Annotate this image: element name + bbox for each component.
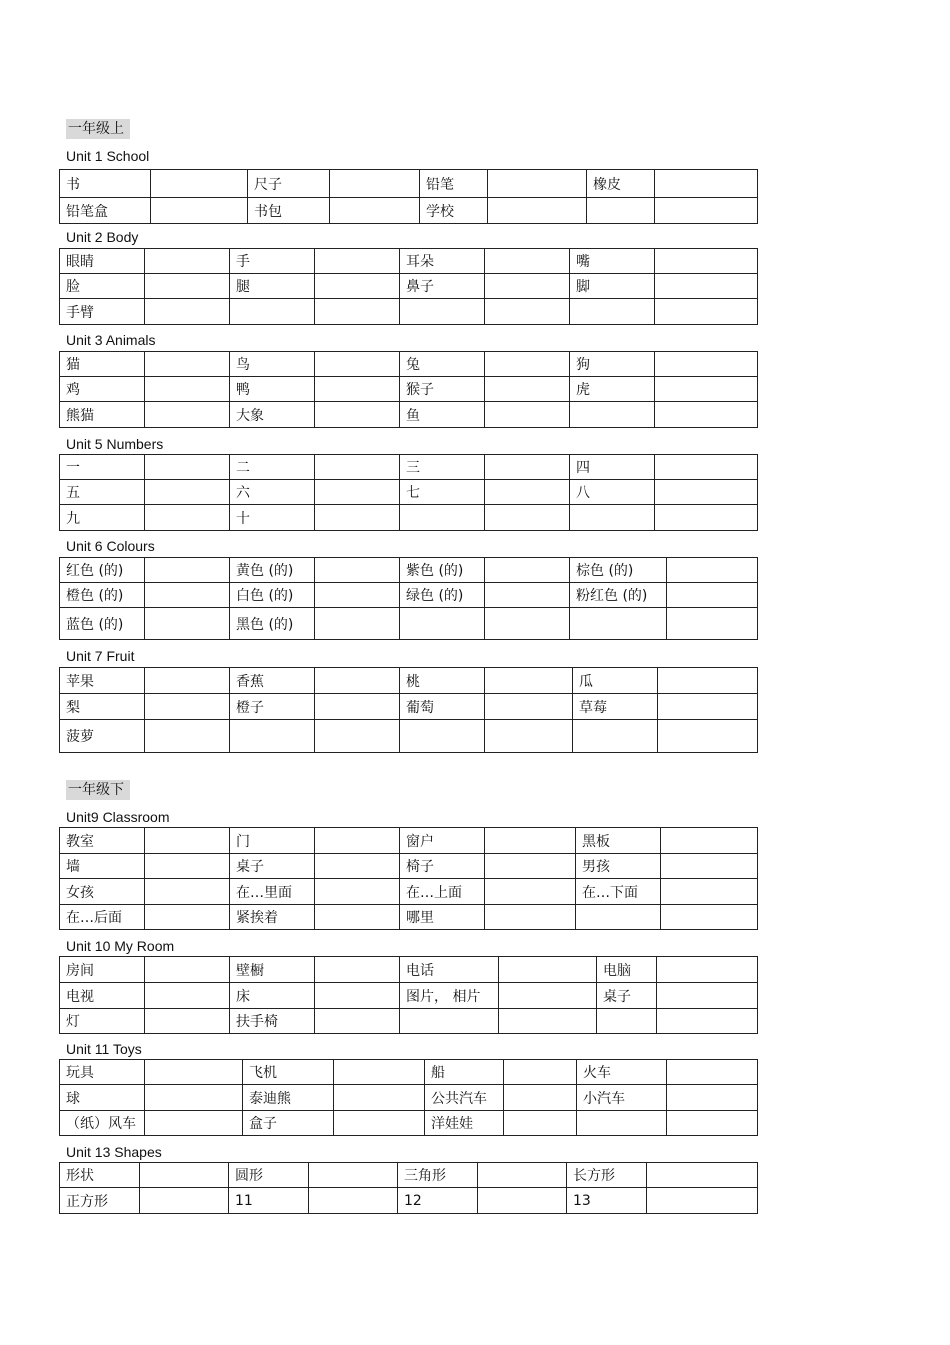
table-row [60, 1111, 758, 1136]
answer-cell[interactable] [145, 828, 230, 854]
answer-cell[interactable] [488, 198, 587, 224]
chinese-word-cell: 二 [230, 455, 315, 480]
answer-cell[interactable] [315, 377, 400, 402]
answer-cell[interactable] [315, 480, 400, 505]
answer-cell[interactable] [330, 170, 420, 198]
answer-cell[interactable] [667, 1060, 758, 1085]
answer-cell[interactable] [485, 402, 570, 428]
answer-cell[interactable] [315, 720, 400, 753]
answer-cell[interactable] [145, 854, 230, 879]
answer-cell[interactable] [661, 879, 758, 905]
answer-cell[interactable] [667, 1085, 758, 1111]
answer-cell[interactable] [485, 505, 570, 531]
answer-cell[interactable] [499, 1009, 597, 1034]
answer-cell[interactable] [667, 1111, 758, 1136]
answer-cell[interactable] [315, 957, 400, 983]
vocabulary-table [59, 248, 758, 325]
chinese-word-cell: 尺子 [248, 170, 330, 198]
chinese-word-cell: 红色 (的) [60, 558, 145, 583]
chinese-word-cell: 脸 [60, 274, 145, 299]
answer-cell[interactable] [315, 402, 400, 428]
vocabulary-table [59, 351, 758, 428]
answer-cell[interactable] [647, 1163, 758, 1188]
answer-cell[interactable] [315, 1009, 400, 1034]
chinese-word-cell [573, 720, 658, 753]
chinese-word-cell: 12 [398, 1188, 478, 1214]
answer-cell[interactable] [145, 583, 230, 608]
chinese-word-cell: 在…下面 [576, 879, 661, 905]
chinese-word-cell: 壁橱 [230, 957, 315, 983]
chinese-word-cell: 哪里 [400, 905, 485, 930]
answer-cell[interactable] [145, 879, 230, 905]
answer-cell[interactable] [661, 854, 758, 879]
answer-cell[interactable] [485, 879, 576, 905]
table-row [60, 828, 758, 854]
chinese-word-cell: 圆形 [229, 1163, 309, 1188]
table-row [60, 720, 758, 753]
answer-cell[interactable] [485, 352, 570, 377]
chinese-word-cell [577, 1111, 667, 1136]
chinese-word-cell: 书 [60, 170, 151, 198]
chinese-word-cell [400, 299, 485, 325]
answer-cell[interactable] [315, 505, 400, 531]
chinese-word-cell: 小汽车 [577, 1085, 667, 1111]
chinese-word-cell [400, 720, 485, 753]
chinese-word-cell: 鱼 [400, 402, 485, 428]
answer-cell[interactable] [504, 1060, 577, 1085]
answer-cell[interactable] [334, 1111, 425, 1136]
chinese-word-cell: 房间 [60, 957, 145, 983]
answer-cell[interactable] [145, 905, 230, 930]
answer-cell[interactable] [485, 249, 570, 274]
table-row [60, 583, 758, 608]
table-row [60, 505, 758, 531]
table-row [60, 983, 758, 1009]
answer-cell[interactable] [655, 455, 758, 480]
answer-cell[interactable] [309, 1163, 398, 1188]
answer-cell[interactable] [145, 352, 230, 377]
unit-title: Unit 13 Shapes [66, 1144, 162, 1160]
chinese-word-cell: 七 [400, 480, 485, 505]
chinese-word-cell: 桌子 [597, 983, 657, 1009]
answer-cell[interactable] [485, 455, 570, 480]
answer-cell[interactable] [145, 377, 230, 402]
chinese-word-cell: 兔 [400, 352, 485, 377]
chinese-word-cell: 三 [400, 455, 485, 480]
answer-cell[interactable] [334, 1060, 425, 1085]
answer-cell[interactable] [485, 828, 576, 854]
answer-cell[interactable] [499, 983, 597, 1009]
table-row [60, 957, 758, 983]
table-row [60, 1188, 758, 1214]
answer-cell[interactable] [667, 583, 758, 608]
chinese-word-cell [570, 402, 655, 428]
chinese-word-cell: 铅笔 [420, 170, 488, 198]
chinese-word-cell [230, 720, 315, 753]
chinese-word-cell: 长方形 [567, 1163, 647, 1188]
answer-cell[interactable] [145, 608, 230, 640]
answer-cell[interactable] [315, 583, 400, 608]
unit-title: Unit 3 Animals [66, 332, 156, 348]
answer-cell[interactable] [334, 1085, 425, 1111]
chinese-word-cell: 床 [230, 983, 315, 1009]
chinese-word-cell: 眼睛 [60, 249, 145, 274]
chinese-word-cell [570, 505, 655, 531]
table-row [60, 352, 758, 377]
chinese-word-cell: 在…里面 [230, 879, 315, 905]
chinese-word-cell: 公共汽车 [425, 1085, 504, 1111]
answer-cell[interactable] [315, 905, 400, 930]
answer-cell[interactable] [145, 1085, 243, 1111]
chinese-word-cell: 船 [425, 1060, 504, 1085]
answer-cell[interactable] [485, 558, 570, 583]
chinese-word-cell: 香蕉 [230, 668, 315, 694]
chinese-word-cell: （纸）风车 [60, 1111, 145, 1136]
chinese-word-cell: 四 [570, 455, 655, 480]
table-row [60, 402, 758, 428]
table-row [60, 668, 758, 694]
unit-title: Unit9 Classroom [66, 809, 170, 825]
answer-cell[interactable] [655, 505, 758, 531]
vocabulary-table [59, 667, 758, 753]
chinese-word-cell: 狗 [570, 352, 655, 377]
chinese-word-cell: 葡萄 [400, 694, 485, 720]
chinese-word-cell: 手臂 [60, 299, 145, 325]
chinese-word-cell [400, 608, 485, 640]
answer-cell[interactable] [145, 1111, 243, 1136]
chinese-word-cell [597, 1009, 657, 1034]
answer-cell[interactable] [655, 299, 758, 325]
chinese-word-cell [570, 608, 667, 640]
chinese-word-cell: 黑板 [576, 828, 661, 854]
answer-cell[interactable] [485, 854, 576, 879]
answer-cell[interactable] [315, 854, 400, 879]
unit-title: Unit 11 Toys [66, 1041, 142, 1057]
answer-cell[interactable] [145, 274, 230, 299]
answer-cell[interactable] [661, 828, 758, 854]
answer-cell[interactable] [657, 983, 758, 1009]
grade-heading: 一年级下 [66, 780, 130, 800]
chinese-word-cell: 电话 [400, 957, 499, 983]
chinese-word-cell: 草莓 [573, 694, 658, 720]
answer-cell[interactable] [145, 505, 230, 531]
chinese-word-cell: 菠萝 [60, 720, 145, 753]
chinese-word-cell: 黄色 (的) [230, 558, 315, 583]
table-row [60, 480, 758, 505]
vocabulary-table [59, 956, 758, 1034]
chinese-word-cell [400, 505, 485, 531]
chinese-word-cell: 桌子 [230, 854, 315, 879]
chinese-word-cell: 鼻子 [400, 274, 485, 299]
chinese-word-cell: 苹果 [60, 668, 145, 694]
answer-cell[interactable] [657, 1009, 758, 1034]
chinese-word-cell: 灯 [60, 1009, 145, 1034]
answer-cell[interactable] [657, 957, 758, 983]
chinese-word-cell: 在…上面 [400, 879, 485, 905]
chinese-word-cell: 书包 [248, 198, 330, 224]
grade-heading: 一年级上 [66, 119, 130, 139]
chinese-word-cell: 球 [60, 1085, 145, 1111]
chinese-word-cell: 九 [60, 505, 145, 531]
answer-cell[interactable] [658, 668, 758, 694]
chinese-word-cell: 粉红色 (的) [570, 583, 667, 608]
answer-cell[interactable] [315, 274, 400, 299]
table-row [60, 274, 758, 299]
chinese-word-cell: 黑色 (的) [230, 608, 315, 640]
chinese-word-cell: 洋娃娃 [425, 1111, 504, 1136]
chinese-word-cell [587, 198, 655, 224]
answer-cell[interactable] [485, 720, 573, 753]
chinese-word-cell: 三角形 [398, 1163, 478, 1188]
chinese-word-cell: 正方形 [60, 1188, 140, 1214]
answer-cell[interactable] [655, 170, 758, 198]
chinese-word-cell: 熊猫 [60, 402, 145, 428]
answer-cell[interactable] [485, 668, 573, 694]
answer-cell[interactable] [658, 694, 758, 720]
answer-cell[interactable] [647, 1188, 758, 1214]
unit-title: Unit 10 My Room [66, 938, 175, 954]
chinese-word-cell: 电视 [60, 983, 145, 1009]
answer-cell[interactable] [309, 1188, 398, 1214]
answer-cell[interactable] [315, 558, 400, 583]
answer-cell[interactable] [330, 198, 420, 224]
table-row [60, 377, 758, 402]
answer-cell[interactable] [145, 1060, 243, 1085]
chinese-word-cell: 橙色 (的) [60, 583, 145, 608]
answer-cell[interactable] [140, 1188, 229, 1214]
chinese-word-cell: 门 [230, 828, 315, 854]
table-row [60, 198, 758, 224]
chinese-word-cell: 教室 [60, 828, 145, 854]
answer-cell[interactable] [478, 1163, 567, 1188]
answer-cell[interactable] [145, 455, 230, 480]
answer-cell[interactable] [315, 828, 400, 854]
table-row [60, 249, 758, 274]
chinese-word-cell: 腿 [230, 274, 315, 299]
table-row [60, 170, 758, 198]
answer-cell[interactable] [145, 299, 230, 325]
chinese-word-cell: 鸡 [60, 377, 145, 402]
table-row [60, 299, 758, 325]
vocabulary-table [59, 557, 758, 640]
answer-cell[interactable] [655, 352, 758, 377]
answer-cell[interactable] [504, 1111, 577, 1136]
unit-title: Unit 5 Numbers [66, 436, 164, 452]
vocabulary-table [59, 169, 758, 224]
unit-title: Unit 7 Fruit [66, 648, 135, 664]
answer-cell[interactable] [485, 274, 570, 299]
chinese-word-cell: 绿色 (的) [400, 583, 485, 608]
answer-cell[interactable] [145, 558, 230, 583]
chinese-word-cell: 在…后面 [60, 905, 145, 930]
answer-cell[interactable] [655, 274, 758, 299]
table-row [60, 558, 758, 583]
vocabulary-table [59, 827, 758, 930]
chinese-word-cell: 鸟 [230, 352, 315, 377]
chinese-word-cell: 虎 [570, 377, 655, 402]
answer-cell[interactable] [151, 198, 248, 224]
chinese-word-cell: 窗户 [400, 828, 485, 854]
answer-cell[interactable] [658, 720, 758, 753]
answer-cell[interactable] [315, 455, 400, 480]
answer-cell[interactable] [499, 957, 597, 983]
answer-cell[interactable] [661, 905, 758, 930]
answer-cell[interactable] [145, 668, 230, 694]
chinese-word-cell: 11 [229, 1188, 309, 1214]
chinese-word-cell: 盒子 [243, 1111, 334, 1136]
answer-cell[interactable] [655, 480, 758, 505]
chinese-word-cell: 六 [230, 480, 315, 505]
chinese-word-cell: 飞机 [243, 1060, 334, 1085]
answer-cell[interactable] [315, 983, 400, 1009]
table-row [60, 854, 758, 879]
answer-cell[interactable] [315, 694, 400, 720]
answer-cell[interactable] [151, 170, 248, 198]
unit-title: Unit 6 Colours [66, 538, 155, 554]
answer-cell[interactable] [485, 905, 576, 930]
answer-cell[interactable] [315, 299, 400, 325]
chinese-word-cell: 手 [230, 249, 315, 274]
answer-cell[interactable] [145, 1009, 230, 1034]
chinese-word-cell: 大象 [230, 402, 315, 428]
answer-cell[interactable] [655, 249, 758, 274]
chinese-word-cell: 泰迪熊 [243, 1085, 334, 1111]
answer-cell[interactable] [145, 694, 230, 720]
table-row [60, 1163, 758, 1188]
answer-cell[interactable] [140, 1163, 229, 1188]
chinese-word-cell: 猴子 [400, 377, 485, 402]
chinese-word-cell: 图片， 相片 [400, 983, 499, 1009]
vocabulary-table [59, 1162, 758, 1214]
chinese-word-cell: 瓜 [573, 668, 658, 694]
chinese-word-cell: 玩具 [60, 1060, 145, 1085]
chinese-word-cell: 紫色 (的) [400, 558, 485, 583]
chinese-word-cell: 棕色 (的) [570, 558, 667, 583]
chinese-word-cell: 女孩 [60, 879, 145, 905]
chinese-word-cell: 学校 [420, 198, 488, 224]
answer-cell[interactable] [667, 558, 758, 583]
answer-cell[interactable] [315, 668, 400, 694]
table-row [60, 1085, 758, 1111]
table-row [60, 1060, 758, 1085]
answer-cell[interactable] [667, 608, 758, 640]
answer-cell[interactable] [655, 377, 758, 402]
chinese-word-cell: 橡皮 [587, 170, 655, 198]
chinese-word-cell: 梨 [60, 694, 145, 720]
table-row [60, 694, 758, 720]
table-row [60, 455, 758, 480]
vocabulary-table [59, 1059, 758, 1136]
answer-cell[interactable] [145, 720, 230, 753]
chinese-word-cell: 火车 [577, 1060, 667, 1085]
chinese-word-cell [230, 299, 315, 325]
chinese-word-cell: 耳朵 [400, 249, 485, 274]
chinese-word-cell: 椅子 [400, 854, 485, 879]
chinese-word-cell: 猫 [60, 352, 145, 377]
answer-cell[interactable] [485, 608, 570, 640]
chinese-word-cell [576, 905, 661, 930]
answer-cell[interactable] [145, 957, 230, 983]
answer-cell[interactable] [655, 198, 758, 224]
answer-cell[interactable] [485, 299, 570, 325]
answer-cell[interactable] [655, 402, 758, 428]
chinese-word-cell: 电脑 [597, 957, 657, 983]
answer-cell[interactable] [485, 377, 570, 402]
answer-cell[interactable] [478, 1188, 567, 1214]
chinese-word-cell: 鸭 [230, 377, 315, 402]
answer-cell[interactable] [315, 879, 400, 905]
answer-cell[interactable] [485, 694, 573, 720]
table-row [60, 1009, 758, 1034]
chinese-word-cell: 脚 [570, 274, 655, 299]
answer-cell[interactable] [145, 402, 230, 428]
chinese-word-cell: 白色 (的) [230, 583, 315, 608]
answer-cell[interactable] [315, 608, 400, 640]
chinese-word-cell: 十 [230, 505, 315, 531]
table-row [60, 879, 758, 905]
chinese-word-cell: 13 [567, 1188, 647, 1214]
chinese-word-cell: 形状 [60, 1163, 140, 1188]
answer-cell[interactable] [485, 480, 570, 505]
chinese-word-cell [570, 299, 655, 325]
table-row [60, 905, 758, 930]
answer-cell[interactable] [485, 583, 570, 608]
answer-cell[interactable] [504, 1085, 577, 1111]
chinese-word-cell: 五 [60, 480, 145, 505]
unit-title: Unit 1 School [66, 148, 150, 164]
unit-title: Unit 2 Body [66, 229, 139, 245]
chinese-word-cell: 桃 [400, 668, 485, 694]
chinese-word-cell: 墙 [60, 854, 145, 879]
vocabulary-table [59, 454, 758, 531]
chinese-word-cell: 橙子 [230, 694, 315, 720]
answer-cell[interactable] [315, 352, 400, 377]
answer-cell[interactable] [488, 170, 587, 198]
chinese-word-cell: 八 [570, 480, 655, 505]
answer-cell[interactable] [145, 480, 230, 505]
chinese-word-cell: 铅笔盒 [60, 198, 151, 224]
chinese-word-cell: 嘴 [570, 249, 655, 274]
chinese-word-cell: 紧挨着 [230, 905, 315, 930]
chinese-word-cell [400, 1009, 499, 1034]
chinese-word-cell: 扶手椅 [230, 1009, 315, 1034]
chinese-word-cell: 一 [60, 455, 145, 480]
chinese-word-cell: 男孩 [576, 854, 661, 879]
table-row [60, 608, 758, 640]
chinese-word-cell: 蓝色 (的) [60, 608, 145, 640]
answer-cell[interactable] [315, 249, 400, 274]
answer-cell[interactable] [145, 249, 230, 274]
answer-cell[interactable] [145, 983, 230, 1009]
